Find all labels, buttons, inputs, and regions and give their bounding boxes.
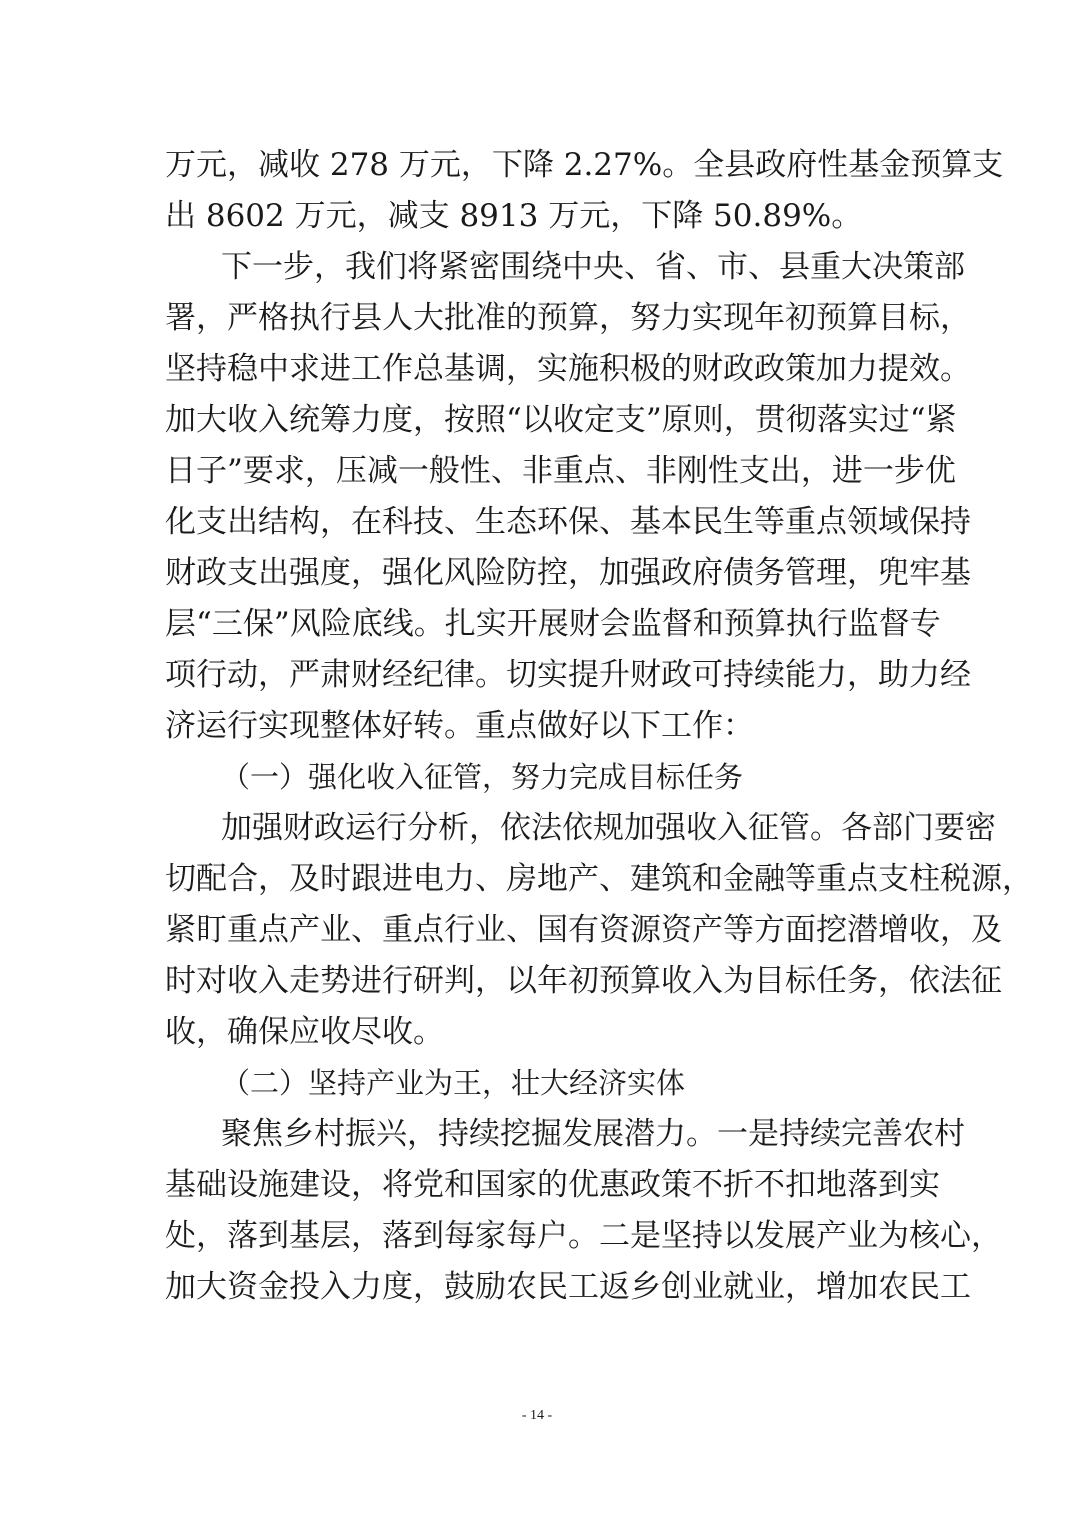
text-line: 时对收入走势进行研判，以年初预算收入为目标任务，依法征 — [165, 963, 1002, 999]
section-heading: （二）坚持产业为王，壮大经济实体 — [221, 1066, 686, 1100]
text-line: 层“三保”风险底线。扎实开展财会监督和预算执行监督专 — [165, 606, 941, 642]
text-line: 化支出结构，在科技、生态环保、基本民生等重点领域保持 — [165, 504, 971, 540]
text-line: 出 8602 万元，减支 8913 万元，下降 50.89%。 — [165, 198, 863, 234]
text-line: 加强财政运行分析，依法依规加强收入征管。各部门要密 — [221, 810, 996, 846]
section-heading: （一）强化收入征管，努力完成目标任务 — [221, 760, 744, 794]
text-line: 坚持稳中求进工作总基调，实施积极的财政政策加力提效。 — [165, 351, 971, 387]
text-line: 下一步，我们将紧密围绕中央、省、市、县重大决策部 — [221, 249, 965, 285]
text-line: 项行动，严肃财经纪律。切实提升财政可持续能力，助力经 — [165, 657, 971, 693]
text-line: 署，严格执行县人大批准的预算，努力实现年初预算目标， — [165, 300, 971, 336]
text-line: 聚焦乡村振兴，持续挖掘发展潜力。一是持续完善农村 — [221, 1116, 965, 1152]
text-line: 切配合，及时跟进电力、房地产、建筑和金融等重点支柱税源， — [165, 861, 1033, 897]
text-line: 日子”要求，压减一般性、非重点、非刚性支出，进一步优 — [165, 453, 956, 489]
text-line: 处，落到基层，落到每家每户。二是坚持以发展产业为核心， — [165, 1218, 1002, 1254]
text-line: 基础设施建设，将党和国家的优惠政策不折不扣地落到实 — [165, 1167, 940, 1203]
text-line: 加大收入统筹力度，按照“以收定支”原则，贯彻落实过“紧 — [165, 402, 957, 438]
text-line: 紧盯重点产业、重点行业、国有资源资产等方面挖潜增收，及 — [165, 912, 1002, 948]
text-line: 万元，减收 278 万元，下降 2.27%。全县政府性基金预算支 — [165, 147, 1004, 183]
page-number: - 14 - — [521, 1408, 553, 1423]
document-body — [165, 140, 1033, 1313]
text-line: 济运行实现整体好转。重点做好以下工作： — [165, 708, 754, 744]
text-line: 财政支出强度，强化风险防控，加强政府债务管理，兜牢基 — [165, 555, 971, 591]
text-line: 加大资金投入力度，鼓励农民工返乡创业就业，增加农民工 — [165, 1269, 971, 1305]
text-line: 收，确保应收尽收。 — [165, 1014, 444, 1050]
